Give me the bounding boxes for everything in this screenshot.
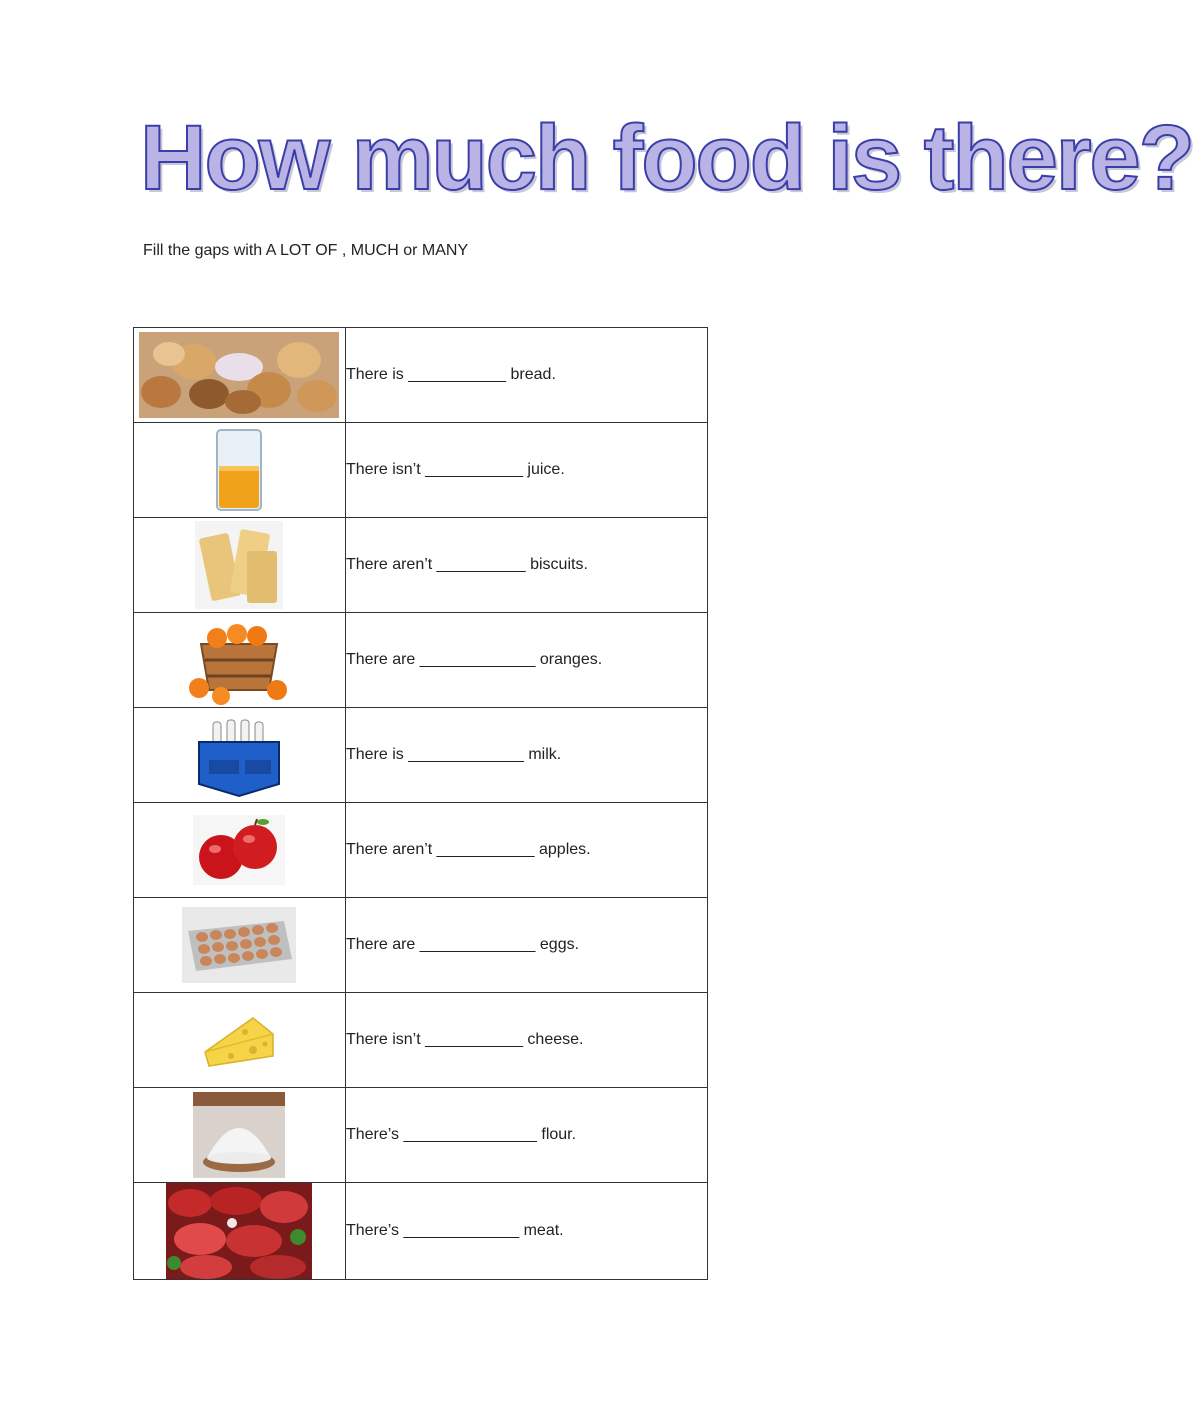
table-row	[134, 328, 708, 423]
juice-picture	[214, 428, 264, 512]
table-row	[134, 613, 708, 708]
sentence-meat: There’s _____________ meat.	[345, 1183, 707, 1280]
table-row	[134, 1183, 708, 1280]
table-row	[134, 803, 708, 898]
oranges-picture	[187, 616, 291, 704]
cheese-picture	[201, 1010, 277, 1070]
exercise-table	[133, 327, 708, 1280]
table-row	[134, 518, 708, 613]
sentence-cheese: There isn’t ___________ cheese.	[345, 993, 707, 1088]
bread-picture	[139, 332, 339, 418]
sentence-oranges: There are _____________ oranges.	[345, 613, 707, 708]
table-row	[134, 898, 708, 993]
sentence-milk: There is _____________ milk.	[345, 708, 707, 803]
sentence-eggs: There are _____________ eggs.	[345, 898, 707, 993]
biscuits-picture	[195, 521, 283, 609]
sentence-flour: There’s _______________ flour.	[345, 1088, 707, 1183]
instructions: Fill the gaps with A LOT OF , MUCH or MANY	[143, 242, 469, 259]
table-row	[134, 993, 708, 1088]
flour-picture	[193, 1092, 285, 1178]
table-row	[134, 1088, 708, 1183]
table-row	[134, 423, 708, 518]
milk-picture	[193, 712, 285, 798]
sentence-biscuits: There aren’t __________ biscuits.	[345, 518, 707, 613]
table-row	[134, 708, 708, 803]
sentence-apples: There aren’t ___________ apples.	[345, 803, 707, 898]
sentence-juice: There isn’t ___________ juice.	[345, 423, 707, 518]
meat-picture	[166, 1183, 312, 1279]
worksheet-title: How much food is there?	[140, 107, 1193, 209]
apples-picture	[193, 815, 285, 885]
eggs-picture	[182, 907, 296, 983]
sentence-bread: There is ___________ bread.	[345, 328, 707, 423]
